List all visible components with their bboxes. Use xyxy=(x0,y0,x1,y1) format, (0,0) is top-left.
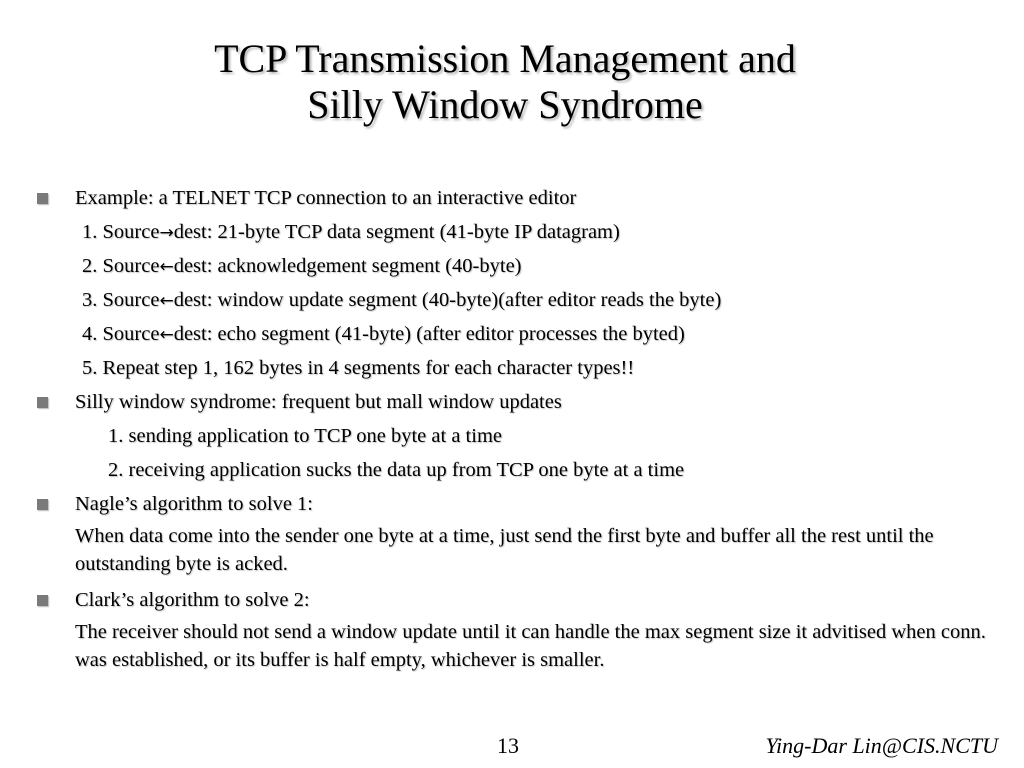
example-step xyxy=(82,252,522,281)
page-number: 13 xyxy=(497,733,519,758)
bullet-square-icon xyxy=(37,193,48,204)
left-arrow-icon: ← xyxy=(159,257,174,277)
bullet-text: Example: a TELNET TCP connection to an interactive editor xyxy=(75,187,577,209)
bullet-text: Clark’s algorithm to solve 2: xyxy=(75,589,310,611)
example-step xyxy=(82,286,721,315)
step-suffix: dest: window update segment (40-byte)(after editor reads the byte) xyxy=(173,289,722,311)
bullet-paragraph: When data come into the sender one byte at a time, just send the first byte and buffer all the rest until the outstanding byte is acked. xyxy=(75,525,934,575)
left-arrow-icon: ← xyxy=(159,325,174,345)
right-arrow-icon: → xyxy=(159,223,174,243)
bullet-paragraph: The receiver should not send a window update until it can handle the max segment size it advitised when conn. was established, or its buffer is half empty, whichever is smaller. xyxy=(75,621,986,671)
step-suffix: dest: echo segment (41-byte) (after editor processes the byted) xyxy=(173,323,685,345)
left-arrow-icon: ← xyxy=(159,291,174,311)
bullet-text: Nagle’s algorithm to solve 1: xyxy=(75,493,313,515)
step-suffix: dest: acknowledgement segment (40-byte) xyxy=(173,255,522,277)
step-prefix: 1. Source xyxy=(82,221,160,243)
bullet-square-icon xyxy=(37,499,48,510)
example-step xyxy=(82,218,620,247)
bullet-text: Silly window syndrome: frequent but mall window updates xyxy=(75,391,562,413)
bullet-square-icon xyxy=(37,595,48,606)
sub-item: 1. sending application to TCP one byte at a time xyxy=(108,425,502,447)
step-prefix: 2. Source xyxy=(82,255,160,277)
step-prefix: 4. Source xyxy=(82,323,160,345)
footer-author: Ying-Dar Lin@CIS.NCTU xyxy=(765,733,998,758)
example-step: 5. Repeat step 1, 162 bytes in 4 segments for each character types!! xyxy=(82,357,635,379)
bullet-square-icon xyxy=(37,397,48,408)
step-prefix: 3. Source xyxy=(82,289,160,311)
title-line-2: Silly Window Syndrome xyxy=(307,82,703,127)
sub-item: 2. receiving application sucks the data up from TCP one byte at a time xyxy=(108,459,685,481)
step-suffix: dest: 21-byte TCP data segment (41-byte IP datagram) xyxy=(173,221,620,243)
example-step xyxy=(82,320,685,349)
title-line-1: TCP Transmission Management and xyxy=(214,36,796,81)
